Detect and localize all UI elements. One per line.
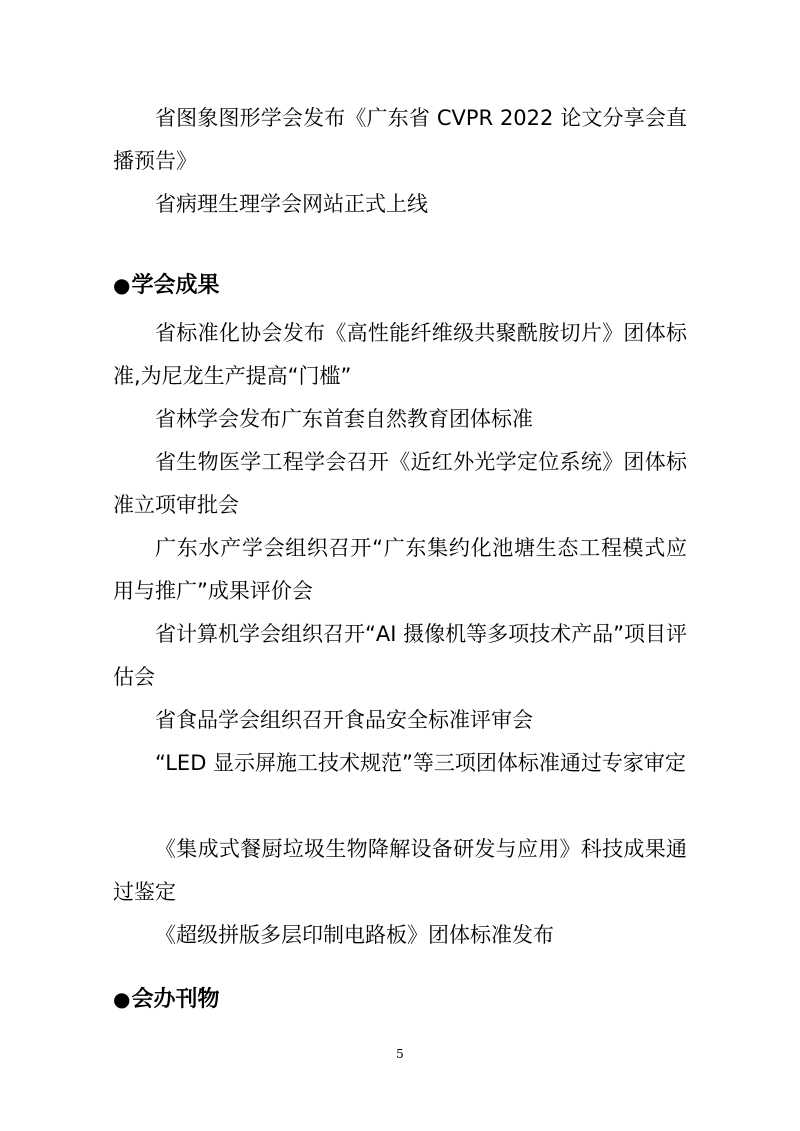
page-number: 5 [396,1047,404,1061]
section-title: 学会成果 [131,272,220,298]
result-item: 《集成式餐厨垃圾生物降解设备研发与应用》科技成果通过鉴定 [113,837,687,904]
news-item: 省图象图形学会发布《广东省 CVPR 2022 论文分享会直播预告》 [113,106,687,173]
section-heading-journals [113,983,219,1015]
result-item: 省林学会发布广东首套自然教育团体标准 [155,407,533,431]
result-item: 省食品学会组织召开食品安全标准评审会 [155,708,533,732]
result-item: 省计算机学会组织召开“AI 摄像机等多项技术产品”项目评估会 [113,622,687,689]
bullet-icon: ● [113,273,131,297]
result-item: 省生物医学工程学会召开《近红外光学定位系统》团体标准立项审批会 [113,450,687,517]
result-item: 广东水产学会组织召开“广东集约化池塘生态工程模式应用与推广”成果评价会 [113,536,687,603]
section-title: 会办刊物 [131,986,220,1012]
result-item: “LED 显示屏施工技术规范”等三项团体标准通过专家审定 [155,751,686,775]
section-heading-results [113,269,219,301]
result-item: 《超级拼版多层印制电路板》团体标准发布 [155,923,554,947]
news-item: 省病理生理学会网站正式上线 [155,192,428,216]
result-item: 省标准化协会发布《高性能纤维级共聚酰胺切片》团体标准,为尼龙生产提高“门槛” [113,321,687,388]
bullet-icon: ● [113,987,131,1011]
